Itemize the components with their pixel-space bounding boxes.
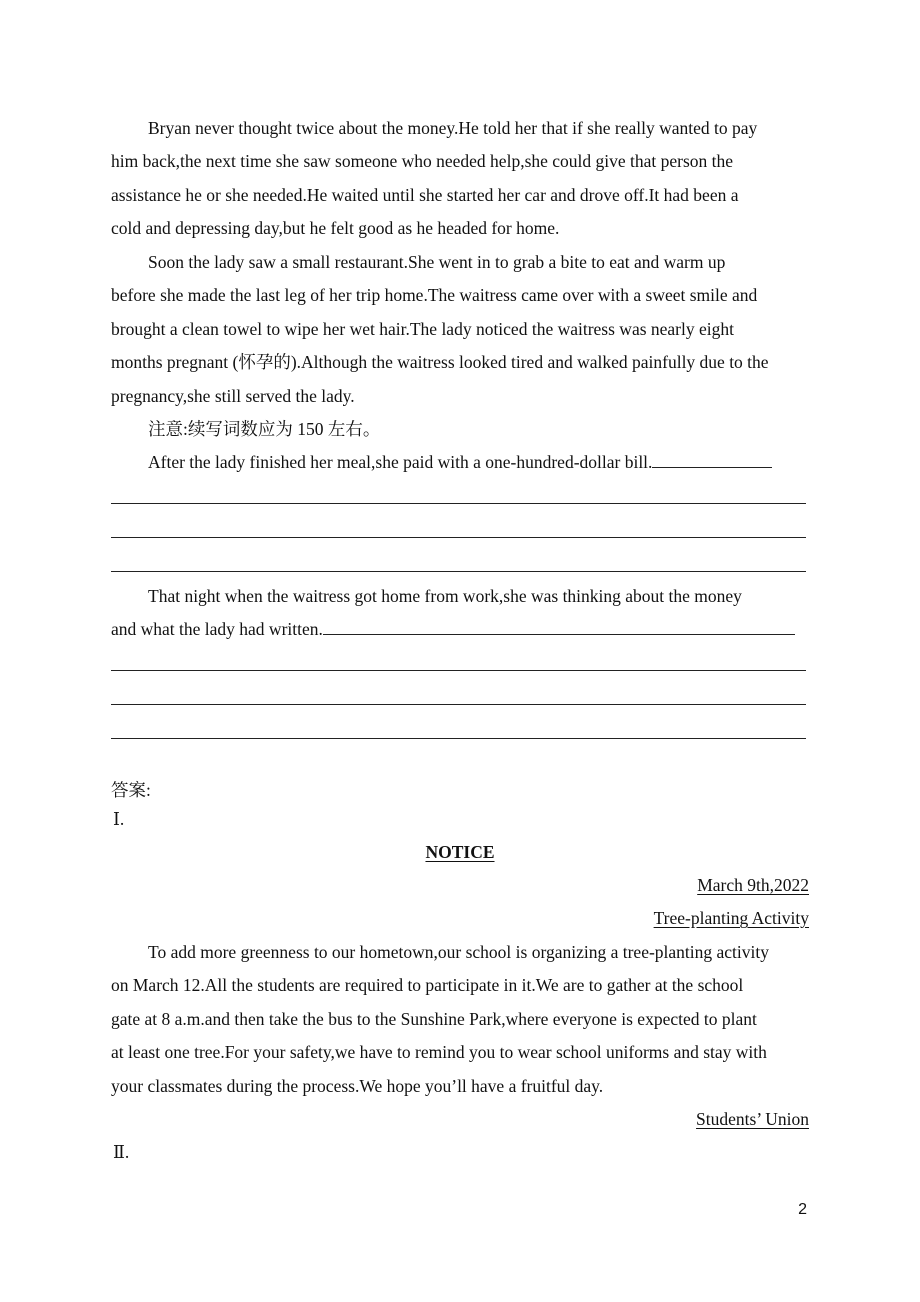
writing-line[interactable] (111, 571, 806, 572)
text-line: your classmates during the process.We hope you’ll have a fruitful day. (111, 1075, 604, 1096)
text-line: cold and depressing day,but he felt good as he headed for home. (111, 218, 560, 239)
prompt-text: That night when the waitress got home from work,she was thinking about the money (148, 586, 742, 606)
notice-body (111, 936, 809, 1103)
text-line: assistance he or she needed.He waited until she started her car and drove off.It had been a (111, 184, 739, 205)
notice-signature: Students’ Union (696, 1109, 809, 1129)
text-line: To add more greenness to our hometown,our school is organizing a tree-planting activity (148, 942, 770, 962)
text-line: on March 12.All the students are required to participate in it.We are to gather at the school (111, 975, 744, 996)
writing-line[interactable] (111, 704, 806, 705)
writing-blank[interactable] (323, 633, 795, 635)
story-paragraph-1 (111, 112, 809, 246)
text-line: brought a clean towel to wipe her wet hair.The lady noticed the waitress was nearly eight (111, 318, 734, 339)
text-line: before she made the last leg of her trip home.The waitress came over with a sweet smile and (111, 285, 758, 306)
word-count-note (111, 413, 809, 446)
prompt-text: and what the lady had written. (111, 619, 323, 640)
text-line: months pregnant (怀孕的).Although the waitress looked tired and walked painfully due to the (111, 352, 769, 373)
writing-line[interactable] (111, 537, 806, 538)
writing-line[interactable] (111, 670, 806, 671)
writing-line[interactable] (111, 738, 806, 739)
section-marker-2: Ⅱ. (113, 1142, 130, 1162)
notice-date: March 9th,2022 (697, 875, 809, 895)
text-line: him back,the next time she saw someone who needed help,she could give that person the (111, 151, 734, 172)
text-line: at least one tree.For your safety,we have to remind you to wear school uniforms and stay with (111, 1042, 767, 1063)
page-number: 2 (798, 1201, 807, 1218)
notice-title: NOTICE (425, 842, 495, 862)
text-line: Soon the lady saw a small restaurant.She went in to grab a bite to eat and warm up (148, 252, 726, 272)
text-line: pregnancy,she still served the lady. (111, 385, 355, 406)
notice-subject: Tree-planting Activity (653, 908, 809, 928)
text-line: Bryan never thought twice about the money.He told her that if she really wanted to pay (148, 118, 758, 138)
text-line: gate at 8 a.m.and then take the bus to the Sunshine Park,where everyone is expected to plant (111, 1008, 757, 1029)
continuation-prompt-1 (111, 446, 809, 479)
note-text: 注意:续写词数应为 150 左右。 (148, 419, 381, 439)
prompt-text: After the lady finished her meal,she paid with a one-hundred-dollar bill. (148, 452, 653, 472)
continuation-prompt-2 (111, 580, 809, 647)
writing-line[interactable] (111, 503, 806, 504)
section-marker-1: Ⅰ. (113, 809, 125, 829)
story-paragraph-2 (111, 246, 809, 413)
answer-label: 答案: (111, 780, 151, 800)
writing-blank[interactable] (652, 466, 772, 468)
